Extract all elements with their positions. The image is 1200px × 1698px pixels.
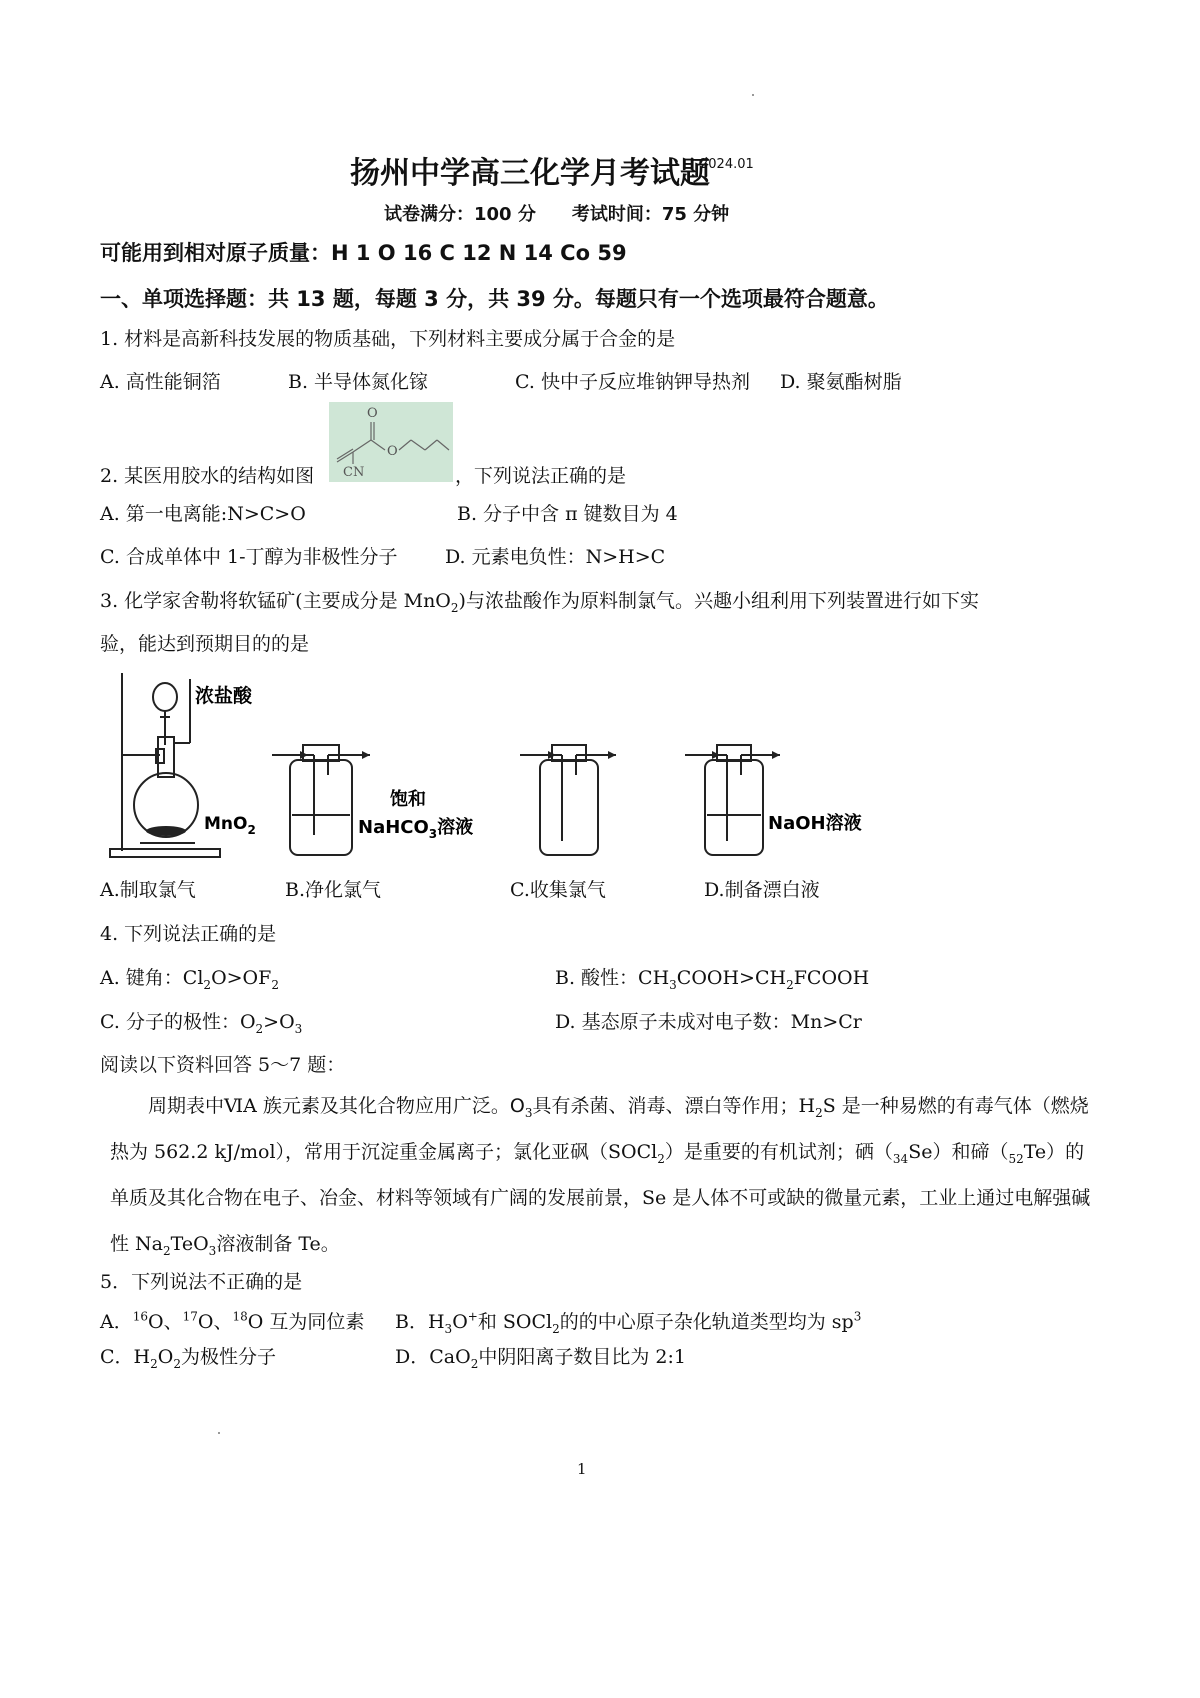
reading-intro: 阅读以下资料回答 5～7 题： [100,1054,346,1076]
speck [218,1432,220,1434]
atomic-masses-text: 可能用到相对原子质量：H 1 O 16 C 12 N 14 Co 59 [100,241,627,265]
label-mno2: MnO$_2$ [204,814,256,837]
label-conc-hcl: 浓盐酸 [195,685,253,707]
q1-stem: 1. 材料是高新科技发展的物质基础，下列材料主要成分属于合金的是 [100,328,676,350]
q3-option-c: C.收集氯气 [510,879,606,901]
q2-option-c: C. 合成单体中 1-丁醇为非极性分子 [100,546,398,568]
struct-o-top: O [367,406,378,421]
q5-option-b: B．$H_3O^+$和 SOCl$_2$的的中心原子杂化轨道类型均为 $sp^3$ [395,1309,862,1336]
q5-option-a: A．$^{16}$O、$^{17}$O、$^{18}$O 互为同位素 [100,1309,365,1333]
q5-option-c: C．$H_2O_2$为极性分子 [100,1346,276,1371]
q3-text-a: 3. 化学家舍勒将软锰矿(主要成分是 MnO [100,590,451,612]
reading-paragraph: 周期表中ⅥA 族元素及其化合物应用广泛。$O_3$具有杀菌、消毒、漂白等作用；$H_2S$ 是一种易燃的有毒气体（燃烧热为 562.2 kJ/mol），常用于沉淀重金属离子；氯化亚砜（SOCl$_2$）是重要的有机试剂；硒$(_{34}Se)$和碲$(_{52}Te)$的单质及其化合物在电子、冶金、材料等领域有广阔的发展前景，Se 是人体不可或缺的微量元素，工业上通过电解强碱性 $Na_2TeO_3$溶液制备 Te。 [110,1095,1091,1258]
q3-stem-line2: 验，能达到预期目的的是 [100,633,310,655]
q3-option-a: A.制取氯气 [100,879,196,901]
q1-option-d: D. 聚氨酯树脂 [780,371,902,393]
q3-option-b: B.净化氯气 [285,879,382,901]
struct-cn: CN [343,465,365,480]
q1-option-c: C. 快中子反应堆钠钾导热剂 [515,371,750,393]
label-nahco3: NaHCO$_3$溶液 [358,817,474,841]
q2-option-a: A. 第一电离能:N>C>O [100,503,306,525]
q3-option-d: D.制备漂白液 [704,879,820,901]
q3-text-b: )与浓盐酸作为原料制氯气。兴趣小组利用下列装置进行如下实 [458,590,979,612]
page-title: 扬州中学高三化学月考试题 [350,156,710,191]
q4-option-a: A. 键角：$Cl_2O>OF_2$ [100,967,279,992]
q5-option-d: D．CaO$_2$中阴阳离子数目比为 2:1 [395,1346,686,1371]
exam-info: 试卷满分：100 分 考试时间：75 分钟 [384,204,730,225]
q5-stem: 5．下列说法不正确的是 [100,1271,303,1293]
page-number: 1 [577,1460,587,1478]
section-heading: 一、单项选择题：共 13 题，每题 3 分，共 39 分。每题只有一个选项最符合题意。 [100,287,889,311]
q4-option-d: D. 基态原子未成对电子数：Mn>Cr [555,1011,862,1033]
struct-o-ester: O [387,444,398,459]
q3-sub: 2 [450,600,459,615]
structure-diagram [329,402,453,482]
q2-option-b: B. 分子中含 π 键数目为 4 [457,503,678,525]
q3-stem-line1 [100,589,979,613]
structure-image [329,402,453,482]
apparatus-figure [100,665,900,865]
q4-option-b: B. 酸性：$CH_3COOH>CH_2FCOOH$ [555,967,870,992]
q2-stem-post: ，下列说法正确的是 [455,465,627,487]
atomic-masses [100,237,627,267]
speck [752,94,754,96]
q4-stem: 4. 下列说法正确的是 [100,923,277,945]
label-naoh: NaOH溶液 [768,813,862,834]
q2-stem-pre: 2. 某医用胶水的结构如图 [100,465,315,487]
q1-option-a: A. 高性能铜箔 [100,371,221,393]
exam-date: 2024.01 [700,157,754,172]
label-saturated: 饱和 [390,789,426,810]
q1-option-b: B. 半导体氮化镓 [288,371,429,393]
q2-option-d: D. 元素电负性：N>H>C [445,546,666,568]
q4-option-c: C. 分子的极性：$O_2>O_3$ [100,1011,303,1036]
